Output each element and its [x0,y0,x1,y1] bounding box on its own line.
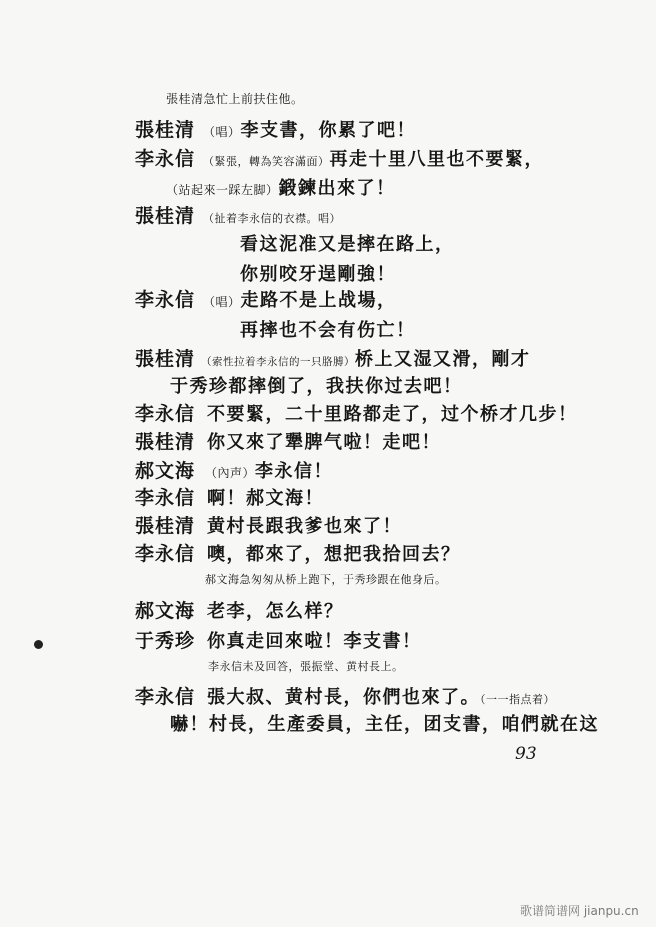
speaker-name: 郝文海 [135,600,196,622]
verse-line: 再摔也不会有伤亡！ [240,320,416,341]
speaker-name: 于秀珍 [135,630,196,652]
stage-direction: （唱） [203,125,241,139]
speaker-name: 李永信 [135,686,196,708]
dialogue-line [135,405,578,424]
stage-direction: （緊張，轉為笑容滿面） [203,155,330,168]
stage-direction: （唱） [203,295,241,309]
speaker-name: 李永信 [135,289,196,311]
dialogue-text: 再走十里八里也不要緊， [329,149,545,170]
speaker-name: 張桂清 [135,431,196,453]
speaker-name: 張桂清 [135,515,196,537]
stage-direction: 郝文海急匆匆从桥上跑下，于秀珍跟在他身后。 [205,573,447,586]
dialogue-continuation: 于秀珍都摔倒了，我扶你过去吧！ [170,376,463,397]
dialogue-line [135,489,324,508]
dialogue-line [135,602,344,621]
dialogue-text: 鍛鍊出來了！ [278,178,396,199]
dialogue-text: 桥上又湿又滑，剛才 [355,349,531,370]
speaker-name: 李永信 [135,148,196,170]
dialogue-line [135,291,397,310]
dialogue-text: 啊！郝文海！ [207,488,325,509]
stage-direction: （扯着李永信的衣襟。唱） [203,212,342,225]
dialogue-line [135,207,341,226]
speaker-name: 張桂清 [135,119,196,141]
dialogue-line [135,433,441,452]
dialogue-text: 走路不是上战場， [240,290,397,311]
dialogue-text: 李永信！ [255,461,334,482]
dialogue-line [135,350,531,369]
dialogue-line [135,121,416,140]
dialogue-line [135,150,544,169]
dialogue-line [135,517,402,536]
dialogue-text: 張大叔、黄村長，你們也來了。 [207,687,481,708]
dialogue-text: 你又來了犟脾气啦！走吧！ [207,432,442,453]
speaker-name: 郝文海 [135,460,196,482]
dialogue-text: 黄村長跟我爹也來了！ [207,516,403,537]
dialogue-continuation [170,716,599,734]
verse-line: 看这泥准又是摔在路上， [240,234,455,255]
speaker-name: 李永信 [135,403,196,425]
dialogue-text: 噢，都來了，想把我拾回去？ [207,544,461,565]
stage-direction: 張桂清急忙上前扶住他。 [166,92,304,106]
dialogue-text: 李支書，你累了吧！ [240,120,417,141]
dialogue-line [166,180,396,198]
watermark-text: 歌谱简谱网 jianpu.cn [520,904,639,918]
verse-line: 你别咬牙逞剛強！ [240,264,396,285]
stage-direction: （索性拉着李永信的一只胳膊） [201,356,356,368]
stage-direction: （站起來一踩左脚） [166,183,279,197]
stage-direction: （一一指点着） [480,693,556,706]
ink-mark [34,640,43,649]
stage-direction: 李永信未及回答，張振堂、黄村長上。 [208,660,404,673]
dialogue-line [135,632,422,651]
dialogue-line [135,545,461,564]
dialogue-text: 村長，生產委員，主任，团支書，咱們就在这 [209,714,599,735]
dialogue-line [135,462,333,481]
speaker-name: 張桂清 [135,348,196,370]
speaker-name: 李永信 [135,543,196,565]
speaker-name: 李永信 [135,487,196,509]
dialogue-text: 老李，怎么样？ [207,601,344,622]
page-number: 93 [515,744,537,764]
dialogue-text: 不要緊，二十里路都走了，过个桥才几步！ [207,404,578,425]
exclamation-text: 嚇！ [170,714,209,735]
stage-direction: （內声） [205,466,256,480]
dialogue-text: 你真走回來啦！李支書！ [207,631,422,652]
dialogue-line [135,688,555,707]
speaker-name: 張桂清 [135,205,196,227]
